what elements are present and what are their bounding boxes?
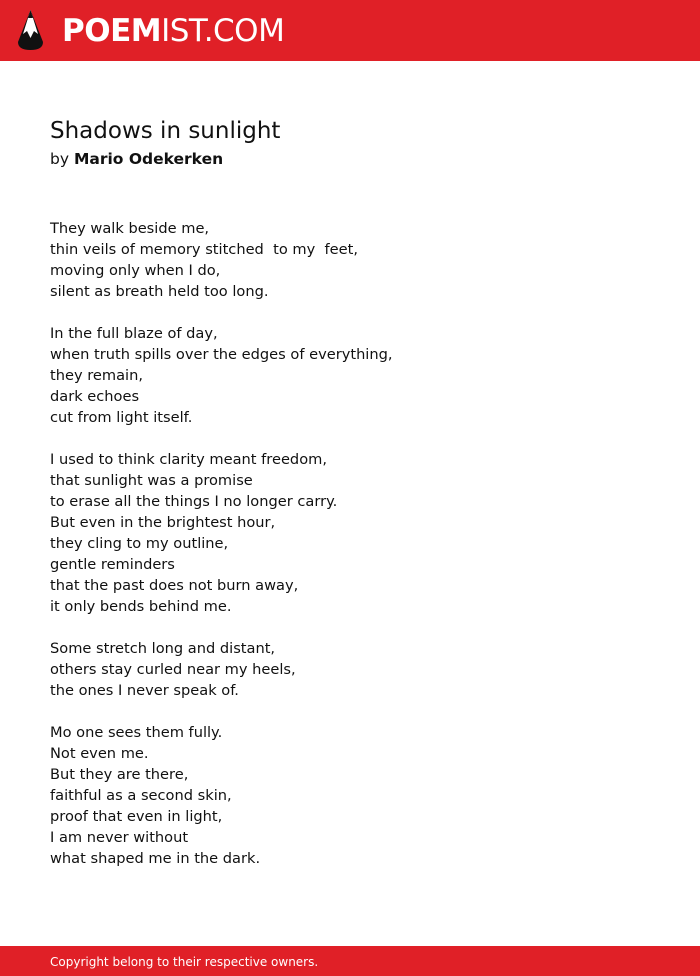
logo-light-text: IST.COM [161, 13, 285, 49]
poem-line: Mo one sees them fully. [50, 724, 223, 741]
poem-line: I am never without [50, 829, 189, 846]
poem-line: But even in the brightest hour, [50, 514, 276, 531]
site-footer [0, 946, 700, 976]
poem-line: they remain, [50, 367, 143, 384]
poem-line: that sunlight was a promise [50, 472, 253, 489]
poem-line: proof that even in light, [50, 808, 223, 825]
poem-line: they cling to my outline, [50, 535, 229, 552]
poem-line: Not even me. [50, 745, 149, 762]
poem-line: silent as breath held too long. [50, 283, 269, 300]
poem-line: But they are there, [50, 766, 189, 783]
poem-body [50, 218, 650, 890]
poem-line: the ones I never speak of. [50, 682, 239, 699]
poem-line: They walk beside me, [50, 220, 210, 237]
by-label: by [50, 150, 70, 168]
poem-line: I used to think clarity meant freedom, [50, 451, 327, 468]
poem-line: to erase all the things I no longer carry. [50, 493, 338, 510]
poem-line: moving only when I do, [50, 262, 221, 279]
stanza [50, 638, 650, 701]
poem-line: dark echoes [50, 388, 140, 405]
poem-line: when truth spills over the edges of everything, [50, 346, 393, 363]
site-header [0, 0, 700, 61]
author-name: Mario Odekerken [73, 150, 224, 168]
copyright-notice: Copyright belong to their respective owners. [50, 955, 319, 969]
poem-line: it only bends behind me. [50, 598, 232, 615]
poem-line: faithful as a second skin, [50, 787, 232, 804]
poem-line: others stay curled near my heels, [50, 661, 296, 678]
poem-line: In the full blaze of day, [50, 325, 218, 342]
stanza [50, 218, 650, 302]
logo-bold-text: POEM [62, 13, 162, 49]
poem-line: thin veils of memory stitched to my feet, [50, 241, 358, 258]
site-logo[interactable] [62, 11, 284, 51]
poem-line: what shaped me in the dark. [50, 850, 261, 867]
stanza [50, 722, 650, 869]
poem-title: Shadows in sunlight [50, 118, 281, 144]
byline [50, 148, 223, 170]
poem-line: cut from light itself. [50, 409, 193, 426]
poem-line: that the past does not burn away, [50, 577, 299, 594]
stanza [50, 449, 650, 617]
poem-line: Some stretch long and distant, [50, 640, 276, 657]
pencil-tip-icon [17, 9, 44, 51]
stanza [50, 323, 650, 428]
poem-line: gentle reminders [50, 556, 175, 573]
